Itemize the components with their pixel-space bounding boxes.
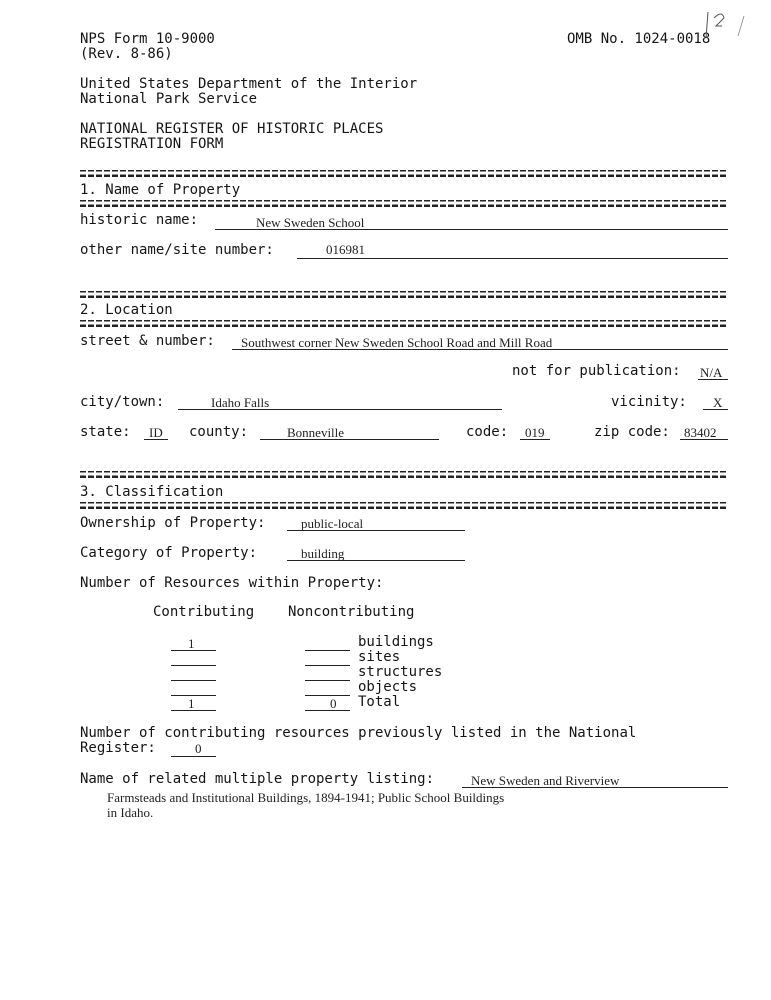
omb-number: OMB No. 1024-0018 <box>567 31 711 47</box>
multiple-listing-line <box>462 787 728 788</box>
multiple-listing-continued: Farmsteads and Institutional Buildings, 1894-1941; Public School Buildings <box>107 790 505 805</box>
code-line <box>520 439 550 440</box>
vicinity-line <box>703 409 728 410</box>
state-label: state: <box>80 424 131 440</box>
resources-label: Number of Resources within Property: <box>80 575 384 591</box>
ownership-line <box>287 530 465 531</box>
street-line <box>232 349 728 350</box>
state-value[interactable]: ID <box>149 425 163 440</box>
form-number: NPS Form 10-9000 <box>80 31 215 47</box>
multiple-listing-label: Name of related multiple property listing: <box>80 771 435 787</box>
resource-label: objects <box>358 679 418 695</box>
street-value[interactable]: Southwest corner New Sweden School Road and Mill Road <box>241 335 553 350</box>
state-line <box>144 439 168 440</box>
noncontributing-header: Noncontributing <box>288 604 415 620</box>
department: United States Department of the Interior <box>80 76 418 92</box>
section-divider <box>80 471 728 478</box>
noncontributing-total[interactable]: 0 <box>330 696 337 711</box>
contributing-header: Contributing <box>153 604 255 620</box>
previously-listed-line <box>171 756 216 757</box>
category-label: Category of Property: <box>80 545 258 561</box>
contributing-line <box>171 650 216 651</box>
section-divider <box>80 320 728 327</box>
category-line <box>287 560 465 561</box>
handwritten-mark-icon <box>700 8 760 48</box>
resource-label: sites <box>358 649 401 665</box>
category-value[interactable]: building <box>301 546 345 561</box>
noncontributing-line <box>305 650 350 651</box>
other-name-line <box>297 258 728 259</box>
zip-label: zip code: <box>594 424 670 440</box>
form-revision: (Rev. 8-86) <box>80 46 173 62</box>
code-value[interactable]: 019 <box>525 425 545 440</box>
other-name-value[interactable]: 016981 <box>326 242 365 257</box>
resource-label: buildings <box>358 634 434 650</box>
service: National Park Service <box>80 91 258 107</box>
section-divider <box>80 200 728 207</box>
historic-name-line <box>215 229 728 230</box>
contributing-total[interactable]: 1 <box>188 696 195 711</box>
section-3-heading: 3. Classification <box>80 484 224 500</box>
previously-listed-value[interactable]: 0 <box>195 741 202 756</box>
county-line <box>260 439 439 440</box>
historic-name-value[interactable]: New Sweden School <box>256 215 365 230</box>
not-for-publication-line <box>698 379 728 380</box>
code-label: code: <box>466 424 509 440</box>
noncontributing-line <box>305 695 350 696</box>
zip-value[interactable]: 83402 <box>684 425 717 440</box>
multiple-listing-continued: in Idaho. <box>107 805 154 820</box>
form-title: REGISTRATION FORM <box>80 136 224 152</box>
noncontributing-line <box>305 680 350 681</box>
resource-label: Total <box>358 694 401 710</box>
multiple-listing-value[interactable]: New Sweden and Riverview <box>471 773 620 788</box>
noncontributing-line <box>305 665 350 666</box>
noncontributing-line <box>305 710 350 711</box>
vicinity-value[interactable]: X <box>713 395 723 410</box>
street-label: street & number: <box>80 333 215 349</box>
contributing-count[interactable]: 1 <box>188 636 195 651</box>
ownership-value[interactable]: public-local <box>301 516 364 531</box>
not-for-publication-value[interactable]: N/A <box>700 365 723 380</box>
county-label: county: <box>189 424 249 440</box>
historic-name-label: historic name: <box>80 212 199 228</box>
vicinity-label: vicinity: <box>611 394 687 410</box>
section-2-heading: 2. Location <box>80 302 173 318</box>
contributing-line <box>171 710 216 711</box>
section-1-heading: 1. Name of Property <box>80 182 241 198</box>
section-divider <box>80 291 728 298</box>
county-value[interactable]: Bonneville <box>287 425 345 440</box>
section-divider <box>80 502 728 509</box>
section-divider <box>80 170 728 177</box>
register-label: Register: <box>80 740 156 756</box>
resource-label: structures <box>358 664 443 680</box>
city-value[interactable]: Idaho Falls <box>211 395 270 410</box>
register-title: NATIONAL REGISTER OF HISTORIC PLACES <box>80 121 384 137</box>
contributing-line <box>171 680 216 681</box>
previously-listed-label: Number of contributing resources previously listed in the National <box>80 725 637 741</box>
city-label: city/town: <box>80 394 165 410</box>
contributing-line <box>171 665 216 666</box>
not-for-publication-label: not for publication: <box>512 363 681 379</box>
city-line <box>178 409 502 410</box>
zip-line <box>680 439 728 440</box>
other-name-label: other name/site number: <box>80 242 274 258</box>
ownership-label: Ownership of Property: <box>80 515 266 531</box>
